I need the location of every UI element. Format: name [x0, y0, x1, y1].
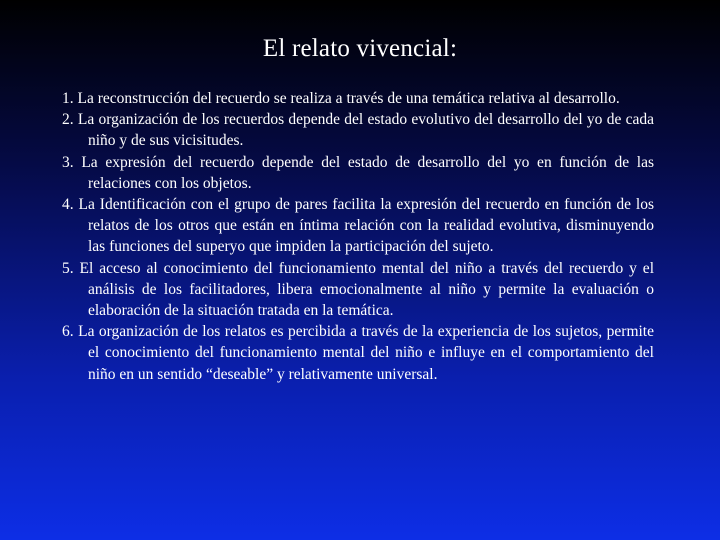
slide-title: El relato vivencial:: [262, 35, 458, 62]
list-item-5: 5. El acceso al conocimiento del funcionamiento mental del niño a través del recuerdo y el análisis de los facilitadores, libera emocionalmente al niño y permite la evaluación o elaboración de la situación tratada en la temática.: [62, 259, 654, 320]
numbered-list: [62, 88, 654, 385]
list-item-6: 6. La organización de los relatos es percibida a través de la experiencia de los sujetos, permite el conocimiento del funcionamiento mental del niño e influye en el comportamiento del niño en un sentido “deseable” y relativamente universal.: [62, 323, 654, 383]
list-item-2: 2. La organización de los recuerdos depende del estado evolutivo del desarrollo del yo de cada niño y de sus vicisitudes.: [62, 111, 654, 150]
list-item-1: 1. La reconstrucción del recuerdo se realiza a través de una temática relativa al desarrollo.: [62, 90, 620, 107]
list-item-3: 3. La expresión del recuerdo depende del estado de desarrollo del yo en función de las relaciones con los objetos.: [62, 153, 654, 192]
list-item-4: 4. La Identificación con el grupo de pares facilita la expresión del recuerdo en función de los relatos de los otros que están en íntima relación con la realidad evolutiva, disminuyendo las funciones del superyo que impiden la participación del sujeto.: [62, 196, 654, 256]
